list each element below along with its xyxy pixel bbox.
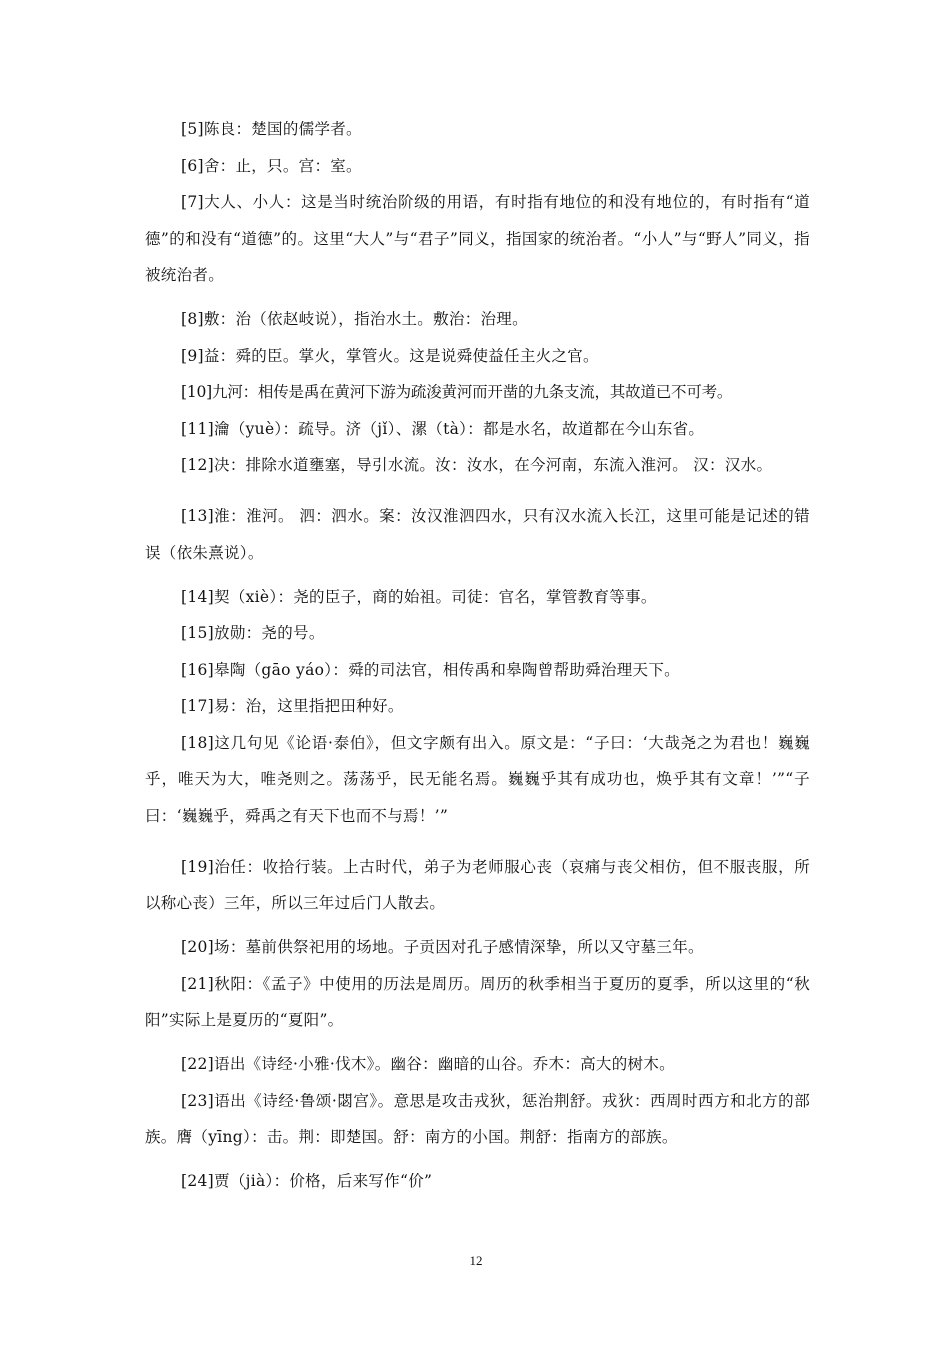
- note-23: [23]语出《诗经·鲁颂·閟宫》。意思是攻击戎狄，惩治荆舒。戎狄：西周时西方和北方的部族。膺（yīng）：击。荆：即楚国。舒：南方的小国。荆舒：指南方的部族。: [145, 1091, 810, 1146]
- note-20: [20]场：墓前供祭祀用的场地。子贡因对孔子感情深挚，所以又守墓三年。: [181, 938, 704, 956]
- note-18: [18]这几句见《论语·泰伯》，但文字颇有出入。原文是：“子曰：‘大哉尧之为君也！巍巍乎，唯天为大，唯尧则之。荡荡乎，民无能名焉。巍巍乎其有成功也，焕乎其有文章！’”“子曰：‘巍巍乎，舜禹之有天下也而不与焉！’”: [145, 733, 810, 825]
- page-number: 12: [469, 1253, 483, 1268]
- note-8: [8]敷：治（依赵岐说），指治水土。敷治：治理。: [181, 310, 528, 328]
- note-10: [10]九河：相传是禹在黄河下游为疏浚黄河而开凿的九条支流，其故道已不可考。: [181, 383, 733, 401]
- note-21: [21]秋阳：《孟子》中使用的历法是周历。周历的秋季相当于夏历的夏季，所以这里的“秋阳”实际上是夏历的“夏阳”。: [145, 974, 810, 1029]
- note-5: [5]陈良：楚国的儒学者。: [181, 120, 362, 138]
- note-12: [12]决：排除水道壅塞，导引水流。汝：汝水，在今河南，东流入淮河。 汉：汉水。: [181, 456, 773, 474]
- note-16: [16]皋陶（gāo yáo）：舜的司法官，相传禹和皋陶曾帮助舜治理天下。: [181, 660, 680, 679]
- note-11: [11]瀹（yuè）：疏导。济（jǐ）、漯（tà）：都是水名，故道都在今山东省。: [181, 419, 705, 438]
- note-22: [22]语出《诗经·小雅·伐木》。幽谷：幽暗的山谷。乔木：高大的树木。: [181, 1055, 675, 1073]
- note-15: [15]放勋：尧的号。: [181, 624, 325, 642]
- note-9: [9]益：舜的臣。掌火，掌管火。这是说舜使益任主火之官。: [181, 346, 599, 365]
- note-13: [13]淮：淮河。 泗：泗水。案：汝汉淮泗四水，只有汉水流入长江，这里可能是记述的错误（依朱熹说）。: [145, 507, 810, 562]
- note-7: [7]大人、小人：这是当时统治阶级的用语，有时指有地位的和没有地位的，有时指有“道德”的和没有“道德”的。这里“大人”与“君子”同义，指国家的统治者。“小人”与“野人”同义，指被统治者。: [145, 193, 810, 284]
- note-19: [19]治任：收拾行装。上古时代，弟子为老师服心丧（哀痛与丧父相仿，但不服丧服，所以称心丧）三年，所以三年过后门人散去。: [145, 857, 810, 912]
- note-17: [17]易：治，这里指把田种好。: [181, 697, 404, 715]
- note-6: [6]舍：止，只。宫：室。: [181, 156, 362, 175]
- note-14: [14]契（xiè）：尧的臣子，商的始祖。司徒：官名，掌管教育等事。: [181, 587, 657, 606]
- note-24: [24]贾（jià）：价格，后来写作“价”: [181, 1172, 433, 1190]
- document-body: [145, 118, 810, 1207]
